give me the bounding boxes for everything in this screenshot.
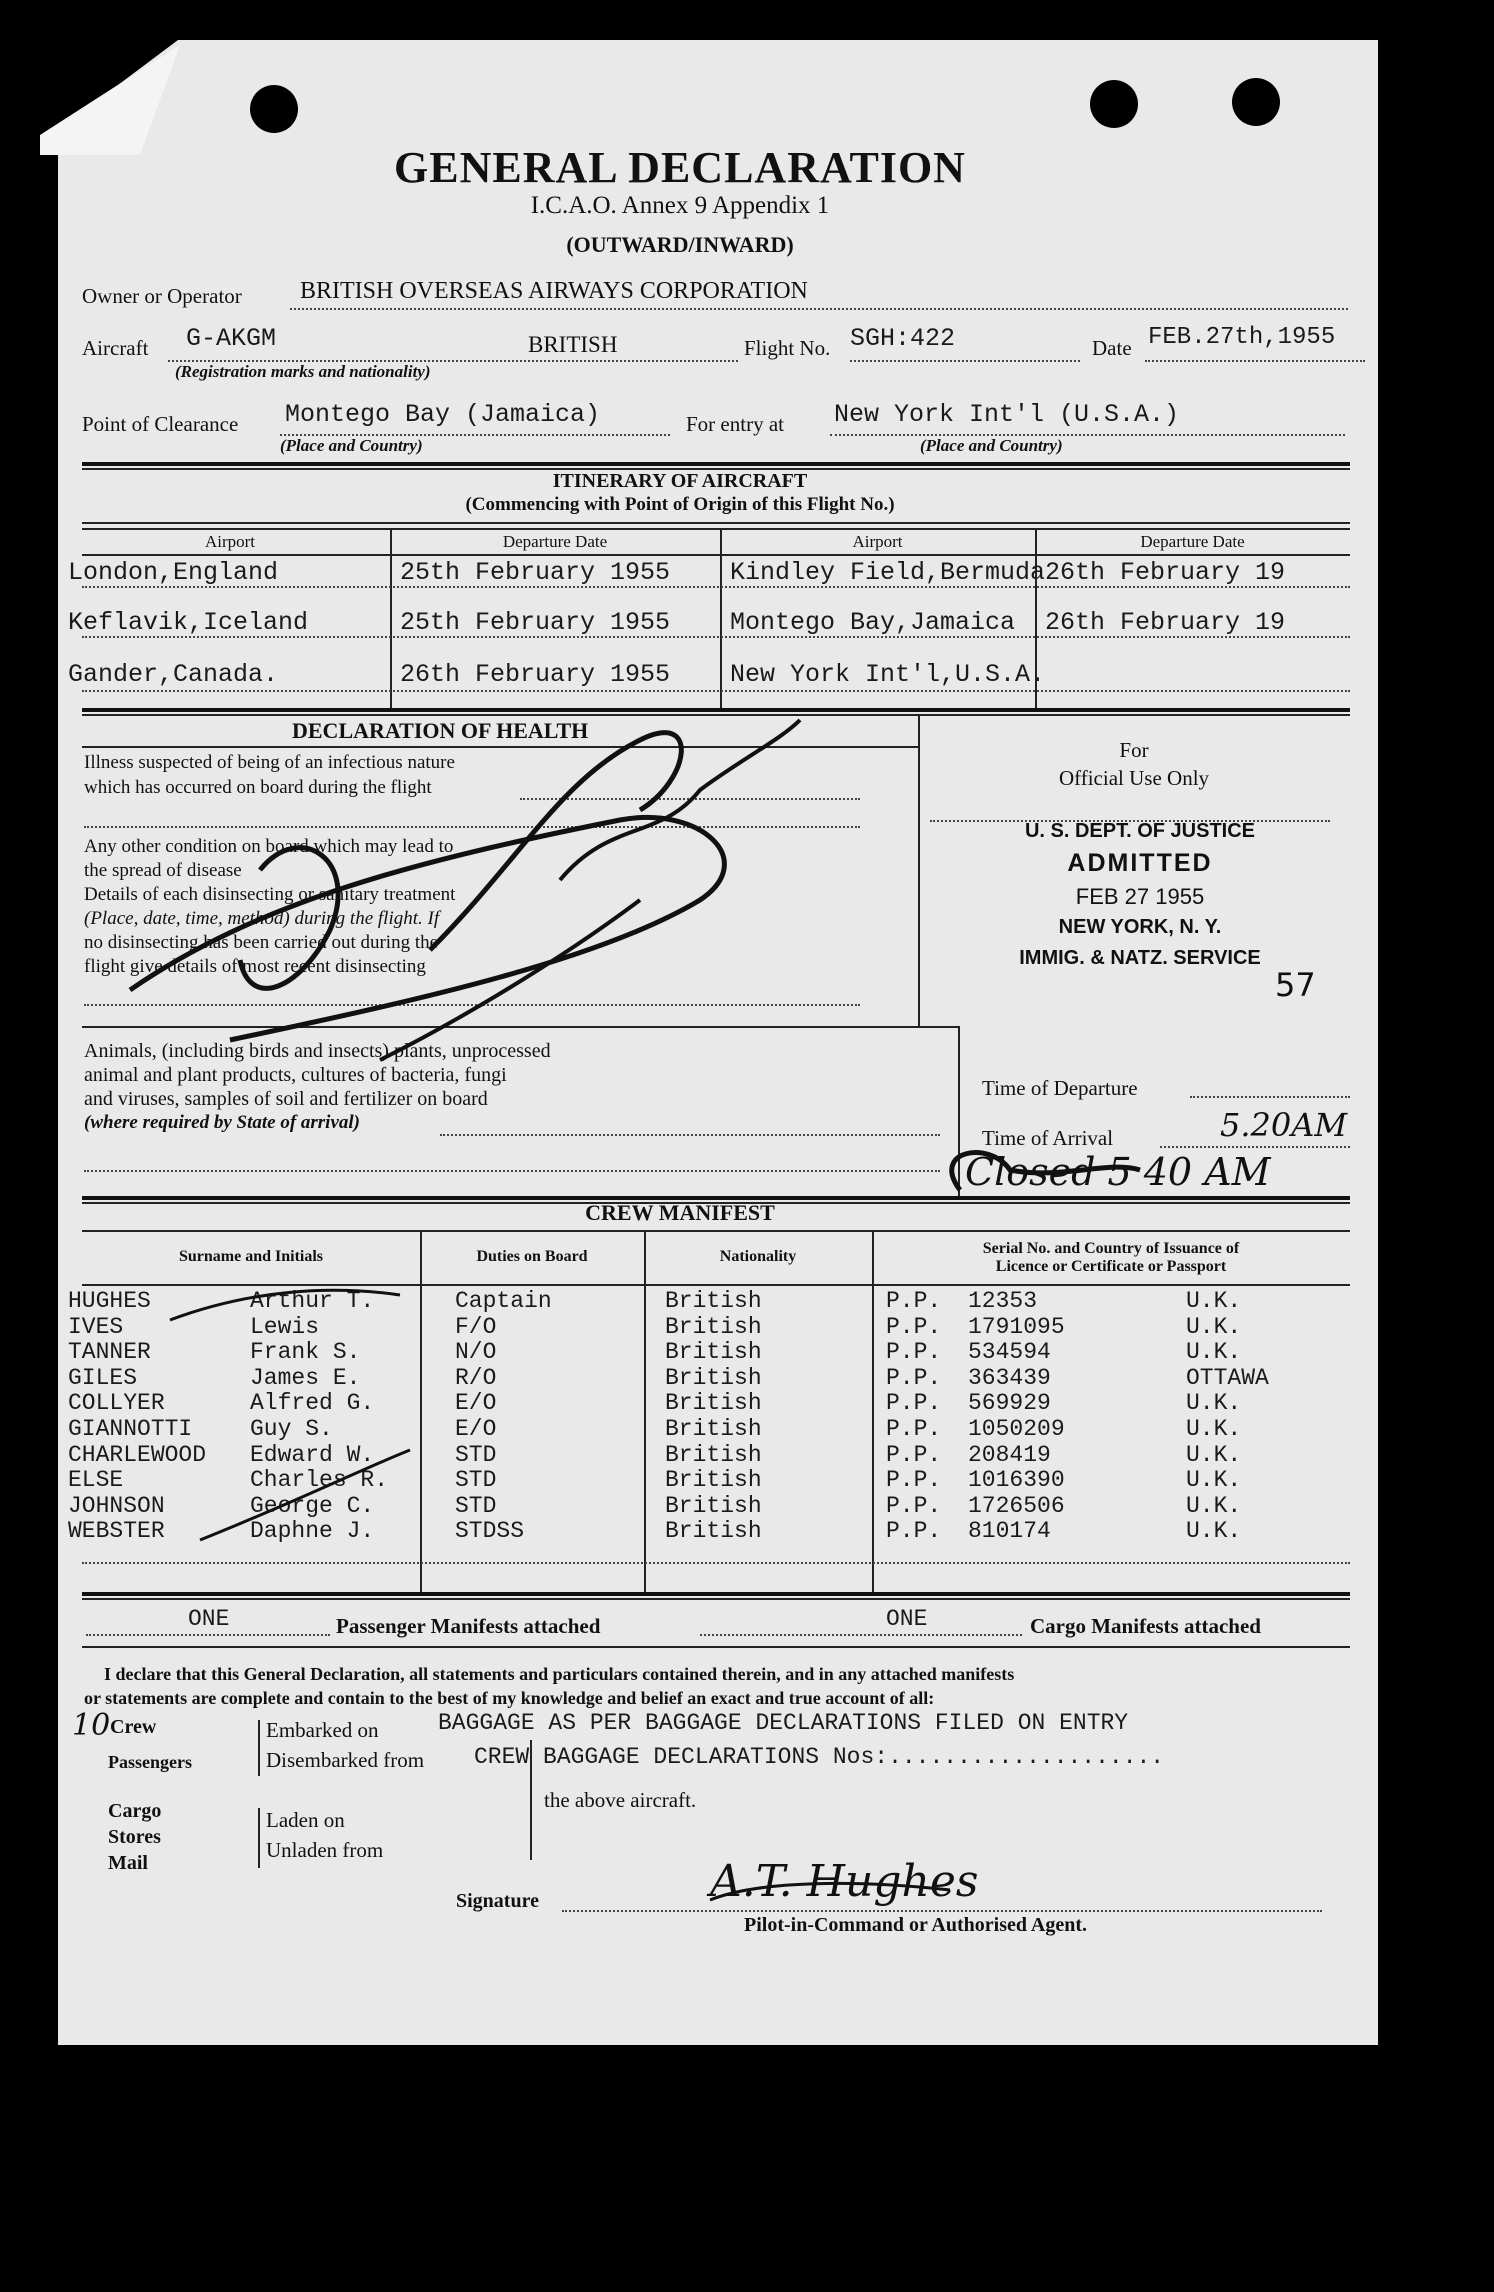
crew-cell: British: [665, 1492, 762, 1519]
passengers-label: Passengers: [108, 1752, 192, 1772]
crew-cell: P.P.: [886, 1339, 942, 1366]
crew-header: Duties on Board: [476, 1248, 588, 1265]
crew-cell: British: [665, 1339, 762, 1366]
declaration-text: or statements are complete and contain to the best of my knowledge and belief an exact and true account of all:: [84, 1688, 935, 1708]
signature-label: Signature: [456, 1890, 539, 1912]
crew-cell: British: [665, 1390, 762, 1417]
unladen-label: Unladen from: [266, 1838, 384, 1862]
cargo-manifest-count: ONE: [886, 1606, 928, 1632]
cargo-label: Cargo: [108, 1800, 162, 1822]
crew-cell: OTTAWA: [1186, 1364, 1269, 1391]
entry-value: New York Int'l (U.S.A.): [834, 400, 1180, 429]
above-aircraft-label: the above aircraft.: [544, 1788, 697, 1812]
crew-cell: Guy S.: [250, 1416, 333, 1442]
crew-cell: U.K.: [1186, 1288, 1242, 1314]
crew-cell: P.P.: [886, 1416, 942, 1442]
arrival-value: 5.20AM: [1220, 1106, 1348, 1144]
crew-cell: 12353: [968, 1288, 1038, 1314]
crew-cell: R/O: [455, 1364, 497, 1391]
crew-cell: Edward W.: [250, 1441, 375, 1468]
crew-cell: E/O: [455, 1416, 497, 1442]
itinerary-cell: Montego Bay,Jamaica: [730, 608, 1016, 637]
crew-cell: British: [665, 1518, 762, 1545]
ink-stroke: [240, 848, 338, 989]
owner-value: BRITISH OVERSEAS AIRWAYS CORPORATION: [300, 278, 808, 304]
crew-cell: British: [665, 1364, 762, 1391]
stores-label: Stores: [108, 1826, 161, 1848]
itinerary-cell: 26th February 19: [1045, 608, 1286, 637]
embarked-label: Embarked on: [266, 1718, 379, 1742]
owner-label: Owner or Operator: [82, 284, 242, 308]
animals-line: animal and plant products, cultures of bacteria, fungi: [84, 1064, 507, 1086]
itinerary-subtitle: (Commencing with Point of Origin of this Flight No.): [465, 494, 895, 515]
clearance-label: Point of Clearance: [82, 412, 239, 436]
date-label: Date: [1092, 336, 1132, 360]
crew-cell: P.P.: [886, 1467, 942, 1494]
health-title: DECLARATION OF HEALTH: [292, 718, 589, 743]
crew-baggage-note: CREW BAGGAGE DECLARATIONS Nos:....................: [474, 1744, 1165, 1770]
stamp-line: IMMIG. & NATZ. SERVICE: [1019, 947, 1261, 969]
official-title: For: [1119, 738, 1149, 762]
pilot-label: Pilot-in-Command or Authorised Agent.: [744, 1914, 1087, 1936]
crew-cell: GIANNOTTI: [68, 1416, 193, 1442]
crew-cell: U.K.: [1186, 1492, 1242, 1519]
crew-cell: P.P.: [886, 1441, 942, 1468]
itinerary-cell: 25th February 1955: [400, 608, 671, 637]
crew-cell: George C.: [250, 1492, 375, 1519]
ink-stroke: [170, 1290, 400, 1320]
itinerary-cell: New York Int'l,U.S.A.: [730, 660, 1046, 689]
itinerary-cell: Gander,Canada.: [68, 660, 279, 689]
crew-cell: STDSS: [455, 1518, 525, 1545]
itinerary-cell: London,England: [68, 558, 279, 587]
cargo-manifest-label: Cargo Manifests attached: [1030, 1614, 1261, 1638]
ink-stroke: [710, 1883, 950, 1900]
crew-cell: 1050209: [968, 1416, 1065, 1442]
itinerary-cell: 26th February 19: [1045, 558, 1286, 587]
crew-cell: STD: [455, 1441, 497, 1468]
passenger-manifest-label: Passenger Manifests attached: [336, 1614, 601, 1638]
health-line: (Place, date, time, method) during the flight. If: [84, 908, 440, 929]
health-line: flight give details of most recent disinsecting: [84, 956, 426, 977]
clearance-note: (Place and Country): [280, 436, 423, 455]
passenger-manifest-count: ONE: [188, 1606, 230, 1632]
crew-cell: P.P.: [886, 1492, 942, 1519]
flight-value: SGH:422: [850, 324, 956, 353]
crew-header: Licence or Certificate or Passport: [995, 1258, 1227, 1275]
ink-stroke: [200, 1450, 410, 1540]
crew-header: Surname and Initials: [178, 1248, 324, 1265]
stamp-line: U. S. DEPT. OF JUSTICE: [1024, 820, 1256, 842]
itinerary-title: ITINERARY OF AIRCRAFT: [552, 470, 808, 492]
entry-note: (Place and Country): [920, 436, 1063, 455]
crew-cell: 1016390: [968, 1467, 1065, 1494]
crew-cell: 1726506: [968, 1492, 1065, 1519]
health-line: Details of each disinsecting or sanitary treatment: [84, 884, 456, 905]
ink-stroke: [130, 817, 724, 1040]
crew-cell: U.K.: [1186, 1390, 1242, 1417]
crew-cell: U.K.: [1186, 1339, 1242, 1366]
crew-cell: TANNER: [68, 1339, 151, 1366]
crew-cell: British: [665, 1467, 762, 1494]
ink-stroke: [952, 1153, 1140, 1190]
crew-cell: U.K.: [1186, 1416, 1242, 1442]
crew-header: Serial No. and Country of Issuance of: [982, 1240, 1240, 1257]
crew-cell: U.K.: [1186, 1313, 1242, 1340]
crew-cell: 363439: [968, 1364, 1051, 1391]
crew-cell: N/O: [455, 1339, 497, 1366]
itinerary-cell: 25th February 1955: [400, 558, 671, 587]
form-subtitle: I.C.A.O. Annex 9 Appendix 1: [530, 192, 830, 219]
health-line: Any other condition on board which may lead to: [84, 836, 454, 857]
arrival-label: Time of Arrival: [982, 1126, 1114, 1150]
crew-cell: STD: [455, 1467, 497, 1494]
crew-cell: James E.: [250, 1364, 361, 1391]
crew-cell: 534594: [968, 1339, 1051, 1366]
ink-stroke: [380, 900, 640, 1060]
aircraft-label: Aircraft: [82, 336, 149, 360]
itinerary-header: Departure Date: [502, 532, 608, 551]
crew-cell: COLLYER: [68, 1390, 165, 1417]
ink-stroke: [430, 733, 681, 950]
crew-cell: Lewis: [250, 1313, 320, 1340]
crew-cell: HUGHES: [68, 1288, 151, 1314]
flight-label: Flight No.: [744, 336, 831, 360]
itinerary-header: Departure Date: [1140, 532, 1245, 551]
mail-label: Mail: [108, 1852, 148, 1874]
crew-cell: WEBSTER: [68, 1518, 165, 1545]
entry-label: For entry at: [686, 412, 784, 436]
crew-cell: Daphne J.: [250, 1518, 375, 1545]
declaration-text: I declare that this General Declaration, all statements and particulars contained therein, and in any attached manifests: [104, 1664, 1015, 1684]
crew-cell: Charles R.: [250, 1467, 389, 1494]
health-line: the spread of disease: [84, 860, 242, 881]
crew-cell: 208419: [968, 1441, 1051, 1468]
crew-cell: P.P.: [886, 1518, 942, 1545]
health-line: no disinsecting has been carried out during the: [84, 932, 439, 953]
animals-line: Animals, (including birds and insects) plants, unprocessed: [84, 1040, 551, 1062]
stamp-number: 57: [1275, 966, 1316, 1004]
baggage-note: BAGGAGE AS PER BAGGAGE DECLARATIONS FILED ON ENTRY: [438, 1710, 1129, 1736]
crew-cell: P.P.: [886, 1313, 942, 1340]
animals-line: (where required by State of arrival): [84, 1112, 361, 1133]
stamp-line: NEW YORK, N. Y.: [1058, 916, 1222, 938]
departure-label: Time of Departure: [982, 1076, 1138, 1100]
crew-cell: CHARLEWOOD: [68, 1441, 207, 1468]
crew-cell: P.P.: [886, 1288, 942, 1314]
crew-cell: 810174: [968, 1518, 1051, 1545]
crew-cell: Captain: [455, 1288, 552, 1314]
official-title: Official Use Only: [1058, 766, 1210, 790]
stamp-line: ADMITTED: [1067, 849, 1213, 877]
form-title: GENERAL DECLARATION: [394, 143, 966, 192]
clearance-value: Montego Bay (Jamaica): [285, 400, 601, 429]
crew-cell: British: [665, 1313, 762, 1340]
itinerary-header: Airport: [852, 532, 903, 551]
stamp-line: FEB 27 1955: [1075, 884, 1205, 909]
crew-cell: U.K.: [1186, 1518, 1242, 1545]
aircraft-reg-note: (Registration marks and nationality): [175, 362, 431, 381]
crew-cell: F/O: [455, 1313, 497, 1340]
itinerary-cell: Kindley Field,Bermuda: [730, 558, 1046, 587]
animals-line: and viruses, samples of soil and fertilizer on board: [84, 1088, 488, 1110]
crew-cell: 1791095: [968, 1313, 1065, 1340]
crew-cell: U.K.: [1186, 1467, 1242, 1494]
signature-value: A.T. Hughes: [710, 1856, 979, 1907]
crew-label: Crew: [110, 1716, 157, 1738]
crew-header: Nationality: [719, 1248, 797, 1265]
health-line: which has occurred on board during the flight: [84, 777, 432, 798]
date-value: FEB.27th,1955: [1148, 324, 1336, 351]
crew-cell: STD: [455, 1492, 497, 1519]
crew-cell: IVES: [68, 1313, 124, 1340]
crew-count: 10: [72, 1708, 111, 1743]
crew-cell: U.K.: [1186, 1441, 1242, 1468]
crew-cell: P.P.: [886, 1390, 942, 1417]
crew-cell: 569929: [968, 1390, 1051, 1417]
crew-cell: British: [665, 1288, 762, 1314]
form-direction: (OUTWARD/INWARD): [566, 232, 794, 257]
aircraft-nationality: BRITISH: [528, 332, 618, 357]
crew-cell: Frank S.: [250, 1339, 361, 1366]
crew-cell: Arthur T.: [250, 1288, 375, 1314]
crew-cell: P.P.: [886, 1364, 942, 1391]
crew-cell: E/O: [455, 1390, 497, 1417]
crew-cell: ELSE: [68, 1467, 124, 1494]
crew-cell: GILES: [68, 1364, 138, 1391]
crew-cell: British: [665, 1441, 762, 1468]
crew-cell: Alfred G.: [250, 1390, 375, 1417]
closed-note: Closed 5 40 AM: [965, 1150, 1271, 1194]
laden-label: Laden on: [266, 1808, 345, 1832]
crew-cell: British: [665, 1416, 762, 1442]
crew-cell: JOHNSON: [68, 1492, 165, 1519]
health-line: Illness suspected of being of an infectious nature: [84, 752, 455, 773]
itinerary-header: Airport: [204, 532, 256, 551]
aircraft-value: G-AKGM: [186, 324, 277, 353]
itinerary-cell: 26th February 1955: [400, 660, 671, 689]
disembarked-label: Disembarked from: [266, 1748, 425, 1772]
crew-title: CREW MANIFEST: [585, 1200, 775, 1225]
itinerary-cell: Keflavik,Iceland: [68, 608, 309, 637]
